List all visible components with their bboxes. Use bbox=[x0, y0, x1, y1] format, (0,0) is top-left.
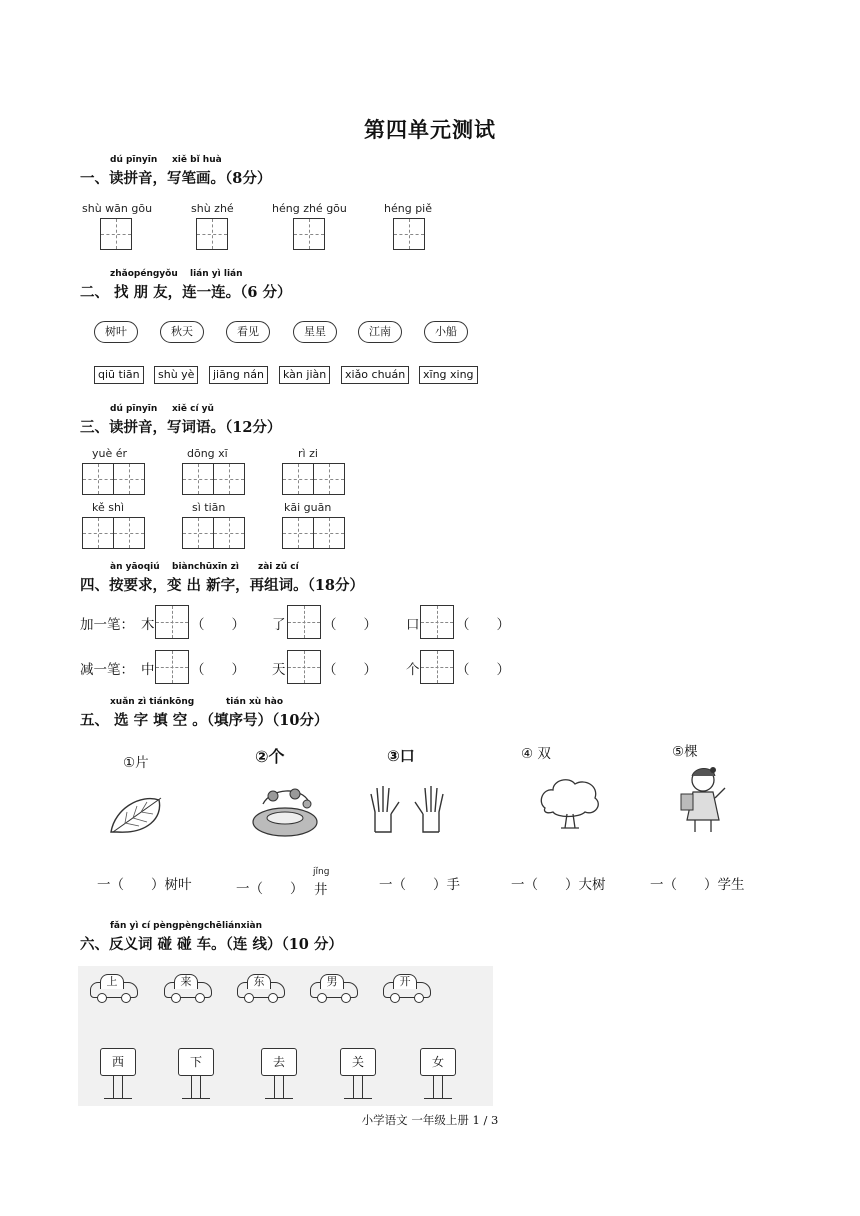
writing-grid[interactable] bbox=[182, 463, 214, 495]
fill-blank-well[interactable]: 一（ ） bbox=[236, 881, 304, 897]
bumper-car[interactable] bbox=[383, 974, 431, 1004]
car-char: 男 bbox=[320, 974, 344, 989]
writing-grid[interactable] bbox=[213, 517, 245, 549]
sign-char: 关 bbox=[340, 1048, 376, 1076]
stroke-pinyin: héng piě bbox=[384, 202, 432, 215]
answer-paren[interactable]: （ ） bbox=[456, 617, 510, 633]
bumper-car[interactable] bbox=[164, 974, 212, 1004]
word-cloud[interactable]: 秋天 bbox=[160, 321, 204, 343]
section-4-label: 四、按要求，变 出 新字，再组词。（18分） bbox=[80, 577, 365, 594]
signpost[interactable] bbox=[420, 1048, 460, 1104]
pinyin-annotation: xiě bǐ huà bbox=[172, 155, 222, 165]
car-char: 上 bbox=[100, 974, 124, 989]
word-cloud[interactable]: 星星 bbox=[293, 321, 337, 343]
answer-paren[interactable]: （ ） bbox=[456, 662, 510, 678]
section-1-label: 一、读拼音，写笔画。（8分） bbox=[80, 170, 272, 187]
writing-grid[interactable] bbox=[287, 605, 321, 639]
section-2-label: 二、 找 朋 友，连一连。（6 分） bbox=[80, 284, 292, 301]
writing-grid[interactable] bbox=[182, 517, 214, 549]
answer-paren[interactable]: （ ） bbox=[191, 617, 245, 633]
well-illustration bbox=[243, 782, 328, 842]
option-label: ②个 bbox=[255, 747, 285, 766]
word-cloud[interactable]: 看见 bbox=[226, 321, 270, 343]
signpost[interactable] bbox=[261, 1048, 301, 1104]
writing-grid[interactable] bbox=[293, 218, 325, 250]
pinyin-annotation: biànchūxīn zì bbox=[172, 562, 239, 572]
car-char: 东 bbox=[247, 974, 271, 989]
section-5-heading bbox=[80, 697, 329, 730]
writing-grid[interactable] bbox=[113, 517, 145, 549]
pinyin-annotation: xuǎn zì tiánkōng bbox=[110, 697, 195, 707]
car-char: 来 bbox=[174, 974, 198, 989]
word-pinyin: kāi guān bbox=[284, 501, 332, 514]
pinyin-annotation: liánxiàn bbox=[222, 921, 263, 931]
answer-paren[interactable]: （ ） bbox=[323, 617, 377, 633]
pinyin-annotation: dú pīnyīn bbox=[110, 404, 158, 414]
base-char: 口 bbox=[406, 617, 420, 633]
bumper-car[interactable] bbox=[237, 974, 285, 1004]
writing-grid[interactable] bbox=[155, 605, 189, 639]
writing-grid[interactable] bbox=[282, 517, 314, 549]
word-cloud[interactable]: 小船 bbox=[424, 321, 468, 343]
option-label: ⑤棵 bbox=[672, 744, 698, 760]
sign-char: 西 bbox=[100, 1048, 136, 1076]
fill-blank-leaf[interactable]: 一（ ）树叶 bbox=[97, 877, 192, 893]
remove-stroke-label: 减一笔： bbox=[80, 662, 134, 678]
pinyin-annotation: zài zǔ cí bbox=[258, 562, 299, 572]
fill-blank-hands[interactable]: 一（ ）手 bbox=[379, 877, 460, 893]
word-pinyin: kě shì bbox=[92, 501, 125, 514]
writing-grid[interactable] bbox=[420, 605, 454, 639]
section-3-label: 三、读拼音，写词语。（12分） bbox=[80, 419, 282, 436]
pinyin-box[interactable]: jiāng nán bbox=[209, 366, 268, 384]
base-char: 中 bbox=[141, 662, 155, 678]
sign-char: 女 bbox=[420, 1048, 456, 1076]
option-label: ①片 bbox=[123, 755, 149, 771]
writing-grid[interactable] bbox=[113, 463, 145, 495]
base-char: 个 bbox=[406, 662, 420, 678]
bumper-car[interactable] bbox=[310, 974, 358, 1004]
section-1-heading bbox=[80, 155, 272, 188]
answer-paren[interactable]: （ ） bbox=[191, 662, 245, 678]
base-char: 天 bbox=[272, 662, 286, 678]
section-4-heading bbox=[80, 562, 365, 595]
writing-grid[interactable] bbox=[213, 463, 245, 495]
pinyin-annotation: lián yì lián bbox=[190, 269, 243, 279]
fill-blank-student[interactable]: 一（ ）学生 bbox=[650, 877, 745, 893]
base-char: 木 bbox=[141, 617, 155, 633]
writing-grid[interactable] bbox=[100, 218, 132, 250]
word-pinyin: rì zi bbox=[298, 447, 318, 460]
pinyin-box[interactable]: xiǎo chuán bbox=[341, 366, 409, 384]
pinyin-box[interactable]: shù yè bbox=[154, 366, 198, 384]
word-pinyin: dōng xī bbox=[187, 447, 228, 460]
pinyin-box[interactable]: qiū tiān bbox=[94, 366, 144, 384]
page-footer: 小学语文 一年级上册 1 / 3 bbox=[361, 1113, 499, 1127]
sign-char: 下 bbox=[178, 1048, 214, 1076]
answer-paren[interactable]: （ ） bbox=[323, 662, 377, 678]
section-2-heading bbox=[80, 269, 292, 302]
writing-grid[interactable] bbox=[82, 517, 114, 549]
signpost[interactable] bbox=[100, 1048, 140, 1104]
writing-grid[interactable] bbox=[287, 650, 321, 684]
word-cloud[interactable]: 江南 bbox=[358, 321, 402, 343]
pinyin-annotation: àn yāoqiú bbox=[110, 562, 160, 572]
pinyin-box[interactable]: xīng xing bbox=[419, 366, 478, 384]
pinyin-annotation: xiě cí yǔ bbox=[172, 404, 214, 414]
writing-grid[interactable] bbox=[420, 650, 454, 684]
pinyin-annotation: dú pīnyīn bbox=[110, 155, 158, 165]
sign-char: 去 bbox=[261, 1048, 297, 1076]
base-char: 了 bbox=[272, 617, 286, 633]
well-char: 井 bbox=[314, 882, 328, 898]
section-5-label: 五、 选 字 填 空 。（填序号）（10分） bbox=[80, 712, 329, 729]
stroke-pinyin: shù zhé bbox=[191, 202, 234, 215]
word-pinyin: sì tiān bbox=[192, 501, 226, 514]
bumper-car[interactable] bbox=[90, 974, 138, 1004]
writing-grid[interactable] bbox=[393, 218, 425, 250]
word-cloud[interactable]: 树叶 bbox=[94, 321, 138, 343]
pinyin-annotation: fǎn yì cí pèngpèngchē bbox=[110, 921, 222, 931]
writing-grid[interactable] bbox=[196, 218, 228, 250]
option-label: ④ 双 bbox=[521, 746, 551, 762]
signpost[interactable] bbox=[340, 1048, 380, 1104]
leaf-illustration bbox=[105, 790, 170, 840]
hands-illustration bbox=[367, 782, 447, 837]
signpost[interactable] bbox=[178, 1048, 218, 1104]
pinyin-box[interactable]: kàn jiàn bbox=[279, 366, 330, 384]
stroke-pinyin: shù wān gōu bbox=[82, 202, 153, 215]
writing-grid[interactable] bbox=[82, 463, 114, 495]
section-6-heading bbox=[80, 921, 343, 954]
pinyin-annotation: zhǎopéngyǒu bbox=[110, 269, 178, 279]
section-6-label: 六、反义词 碰 碰 车。（连 线）（10 分） bbox=[80, 936, 343, 953]
add-stroke-label: 加一笔： bbox=[80, 617, 134, 633]
student-illustration bbox=[675, 764, 735, 834]
fill-blank-tree[interactable]: 一（ ）大树 bbox=[511, 877, 606, 893]
jing-pinyin: jǐng bbox=[313, 867, 330, 877]
option-label: ③口 bbox=[387, 747, 415, 765]
section-3-heading bbox=[80, 404, 282, 437]
tree-illustration bbox=[535, 772, 605, 832]
page-title: 第四单元测试 bbox=[364, 117, 496, 142]
writing-grid[interactable] bbox=[313, 463, 345, 495]
writing-grid[interactable] bbox=[313, 517, 345, 549]
writing-grid[interactable] bbox=[155, 650, 189, 684]
stroke-pinyin: héng zhé gōu bbox=[272, 202, 347, 215]
writing-grid[interactable] bbox=[282, 463, 314, 495]
pinyin-annotation: tián xù hào bbox=[226, 697, 284, 707]
car-char: 开 bbox=[393, 974, 417, 989]
word-pinyin: yuè ér bbox=[92, 447, 128, 460]
